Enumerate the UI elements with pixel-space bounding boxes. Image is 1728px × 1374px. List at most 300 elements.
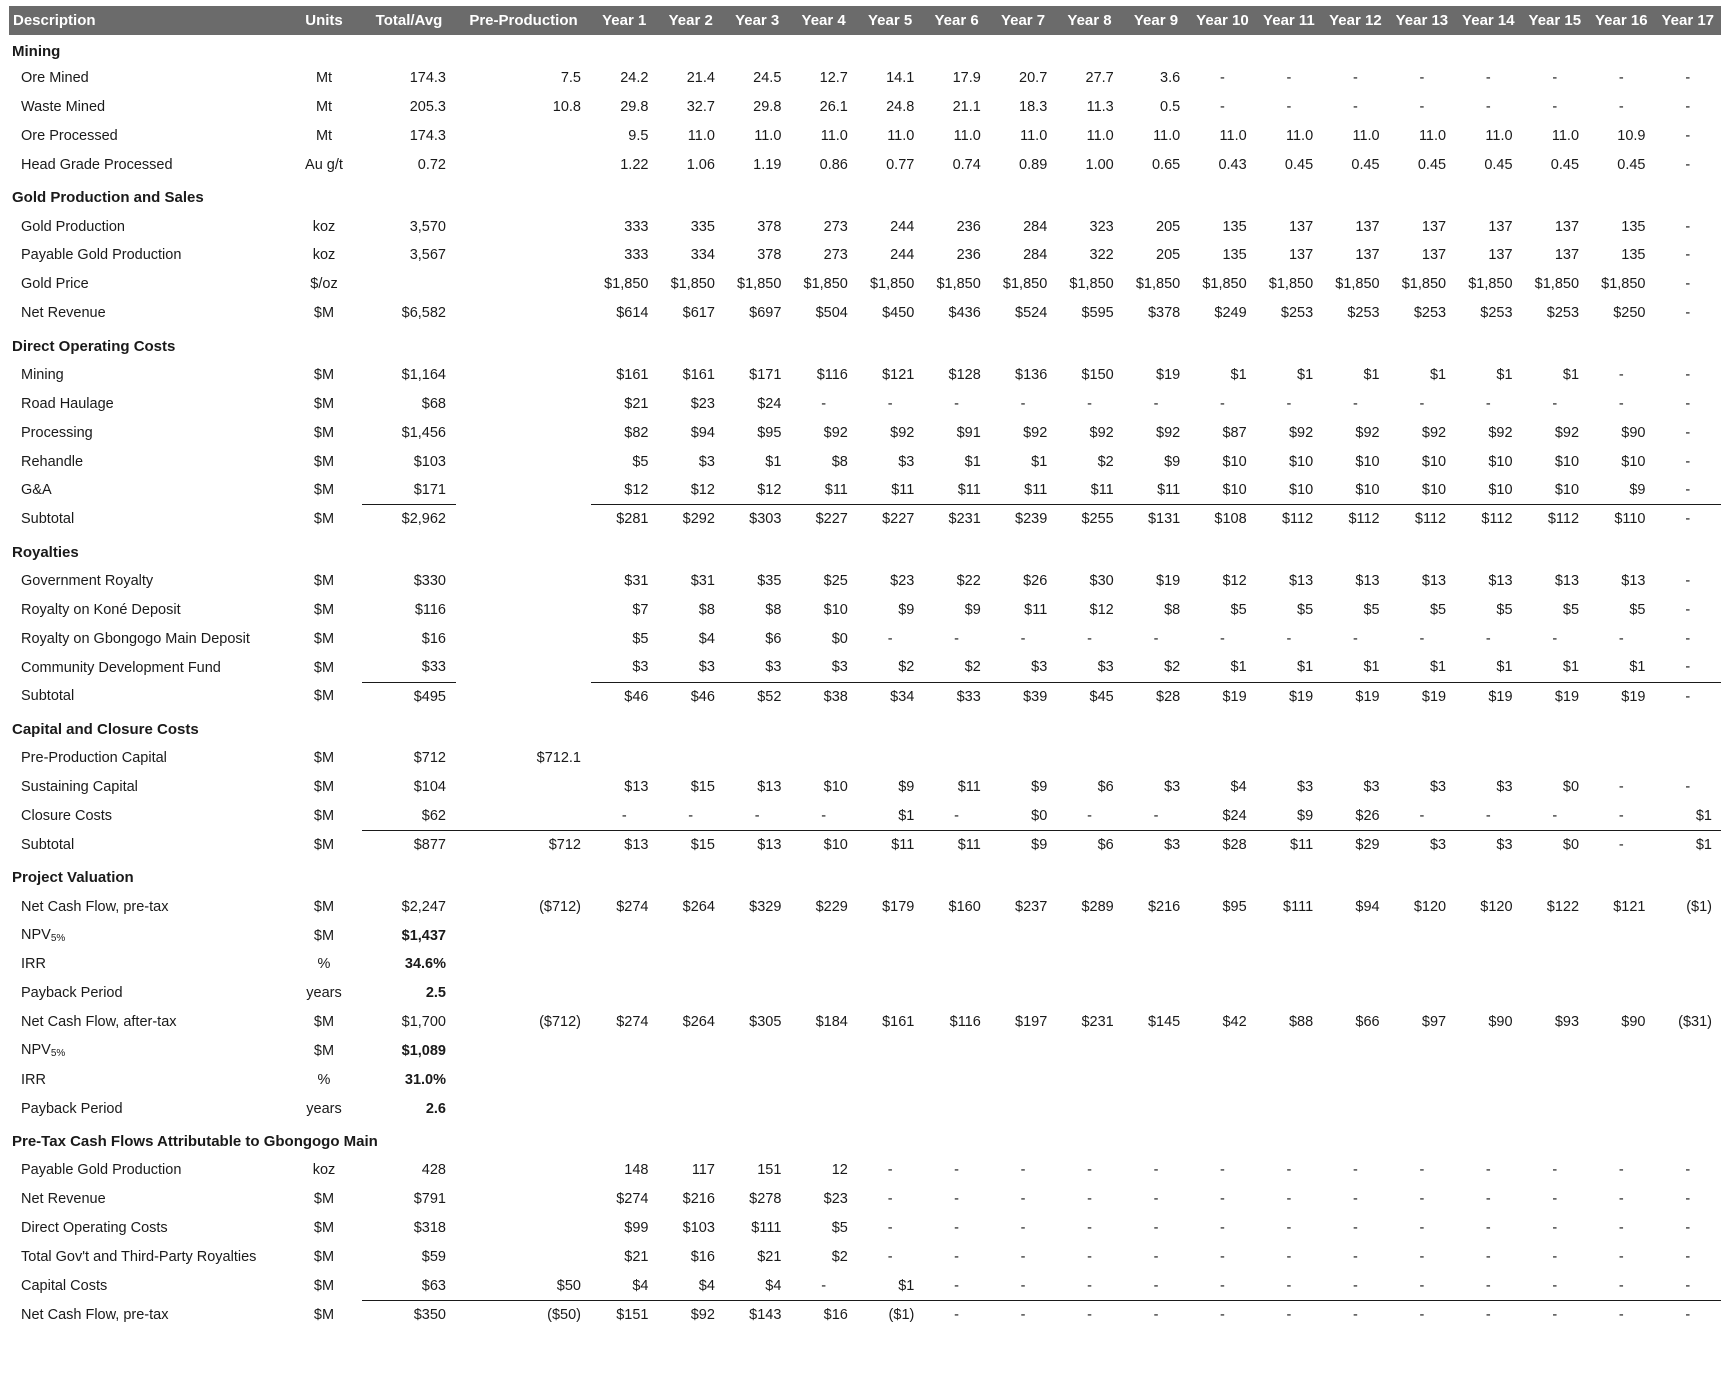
- row-year-15: [1522, 950, 1588, 979]
- row-label-text: Gold Production: [21, 218, 125, 235]
- row-year-8: -: [1087, 1248, 1092, 1265]
- row-year-16: -: [1618, 1162, 1624, 1179]
- row-total: 0.72: [417, 156, 446, 173]
- table-row: [9, 744, 1721, 773]
- row-year-9: $131: [1123, 505, 1189, 534]
- row-year-8: -: [1087, 1162, 1092, 1179]
- row-year-13: 0.45: [1417, 156, 1447, 173]
- row-year-15: -: [1552, 1220, 1558, 1237]
- row-year-4: [790, 744, 856, 773]
- row-year-2: 21.4: [686, 70, 715, 87]
- row-pre-production: [456, 1036, 591, 1065]
- header-year-10: Year 10: [1196, 12, 1249, 29]
- row-year-8: $289: [1081, 898, 1114, 915]
- row-year-14: -: [1485, 1162, 1491, 1179]
- row-year-10: [1189, 744, 1255, 773]
- row-year-3: -: [754, 807, 760, 824]
- row-year-1: $614: [616, 305, 649, 322]
- row-label-text: Head Grade Processed: [21, 156, 173, 173]
- row-year-8: $12: [1089, 601, 1114, 618]
- header-year-4: Year 4: [801, 12, 846, 29]
- row-year-17: -: [1655, 1300, 1722, 1329]
- row-year-8: 322: [1089, 247, 1114, 264]
- row-year-13: [1389, 921, 1455, 950]
- row-year-11: [1256, 921, 1322, 950]
- row-units: $M: [313, 1191, 335, 1208]
- row-year-15: 0.45: [1550, 156, 1580, 173]
- row-year-13: -: [1419, 1191, 1425, 1208]
- row-year-12: -: [1352, 1248, 1358, 1265]
- row-year-17: [1655, 1065, 1722, 1094]
- row-year-3: [724, 1036, 790, 1065]
- row-total: $62: [421, 807, 446, 824]
- row-year-1: $99: [624, 1220, 649, 1237]
- row-year-10: [1189, 950, 1255, 979]
- row-year-10: -: [1220, 395, 1225, 412]
- row-pre-production: [456, 418, 591, 447]
- row-label: [9, 830, 286, 859]
- row-label-text: NPV: [21, 1042, 51, 1059]
- row-total: $2,962: [362, 505, 456, 534]
- header-year-8: Year 8: [1067, 12, 1112, 29]
- row-pre-production: [456, 476, 591, 505]
- row-year-4: 26.1: [819, 99, 848, 116]
- row-year-6: $1,850: [936, 276, 981, 293]
- row-year-9: [1123, 1065, 1189, 1094]
- row-year-17: -: [1685, 1248, 1691, 1265]
- row-total: $1,456: [401, 424, 446, 441]
- row-year-14: -: [1485, 395, 1491, 412]
- row-year-12: -: [1352, 70, 1358, 87]
- row-year-7: $1,850: [1002, 276, 1048, 293]
- row-year-13: [1389, 1036, 1455, 1065]
- row-year-12: 137: [1355, 218, 1380, 235]
- row-units: $M: [313, 630, 335, 647]
- row-year-16: -: [1618, 70, 1624, 87]
- row-year-16: -: [1588, 830, 1654, 859]
- table-row: [9, 624, 1721, 653]
- row-year-7: $11: [1024, 601, 1048, 618]
- table-row: [9, 773, 1721, 802]
- row-year-1: $46: [591, 682, 657, 711]
- header-year-17: Year 17: [1661, 12, 1715, 29]
- row-year-3: $303: [724, 505, 790, 534]
- row-total: 2.6: [425, 1100, 446, 1117]
- row-year-2: 1.06: [686, 156, 715, 173]
- row-year-15: $1: [1562, 367, 1580, 384]
- row-year-2: -: [688, 807, 694, 824]
- row-year-10: 0.43: [1218, 156, 1247, 173]
- row-year-13: -: [1419, 395, 1425, 412]
- row-pre-production: [456, 212, 591, 241]
- row-label: [9, 1036, 286, 1065]
- row-year-12: 0.45: [1351, 156, 1380, 173]
- row-year-12: -: [1352, 630, 1358, 647]
- row-year-10: $1,850: [1202, 276, 1247, 293]
- row-year-9: $19: [1156, 573, 1181, 590]
- row-year-14: -: [1485, 99, 1491, 116]
- row-year-11: $13: [1288, 573, 1314, 590]
- row-year-11: 137: [1288, 247, 1314, 264]
- row-year-14: -: [1485, 807, 1491, 824]
- row-units: $M: [313, 1248, 335, 1265]
- row-year-5: [857, 1065, 923, 1094]
- row-year-13: 137: [1421, 247, 1447, 264]
- row-year-12: -: [1322, 1300, 1388, 1329]
- row-year-3: [724, 744, 790, 773]
- row-year-15: $0: [1522, 830, 1588, 859]
- row-pre-production: [456, 299, 591, 328]
- row-year-1: $21: [624, 1248, 649, 1265]
- row-year-14: $3: [1496, 779, 1513, 796]
- row-year-2: $8: [698, 601, 715, 618]
- row-year-17: -: [1685, 779, 1691, 796]
- row-year-7: -: [990, 1300, 1056, 1329]
- row-year-12: $66: [1355, 1014, 1380, 1031]
- row-year-16: [1588, 979, 1654, 1008]
- header-year-16: Year 16: [1594, 12, 1648, 29]
- header-year-12: Year 12: [1329, 12, 1382, 29]
- row-year-17: -: [1685, 367, 1691, 384]
- row-year-15: $92: [1554, 424, 1580, 441]
- row-year-17: [1655, 921, 1722, 950]
- row-year-9: 0.5: [1160, 99, 1181, 116]
- section-header: [9, 534, 1721, 567]
- row-total: [362, 270, 456, 299]
- row-year-3: $52: [724, 682, 790, 711]
- row-year-17: [1655, 979, 1722, 1008]
- row-year-2: $161: [682, 367, 715, 384]
- row-year-7: -: [1020, 1277, 1026, 1294]
- row-year-10: $28: [1189, 830, 1255, 859]
- row-year-9: $145: [1147, 1014, 1181, 1031]
- row-year-13: -: [1419, 1220, 1425, 1237]
- row-year-6: [923, 979, 989, 1008]
- row-year-10: $108: [1189, 505, 1255, 534]
- row-pre-production: [456, 950, 591, 979]
- table-row: [9, 596, 1721, 625]
- row-label-text: Total Gov't and Third-Party Royalties: [21, 1248, 257, 1265]
- row-year-2: 334: [690, 247, 715, 264]
- row-year-15: -: [1552, 1162, 1558, 1179]
- table-row: [9, 418, 1721, 447]
- row-year-16: [1588, 1036, 1654, 1065]
- row-units: $M: [313, 453, 335, 470]
- row-label-subscript: 5%: [50, 933, 66, 945]
- row-year-3: $1,850: [737, 276, 782, 293]
- row-year-9: $3: [1164, 779, 1181, 796]
- row-year-12: $10: [1355, 453, 1380, 470]
- row-year-12: [1322, 979, 1388, 1008]
- row-year-16: [1588, 921, 1654, 950]
- row-year-11: -: [1286, 1220, 1292, 1237]
- row-year-4: $10: [823, 601, 848, 618]
- row-year-3: $13: [724, 830, 790, 859]
- row-total: $63: [421, 1277, 446, 1294]
- row-year-4: $11: [824, 482, 848, 499]
- row-pre-production: $712.1: [536, 750, 581, 767]
- row-year-11: $112: [1256, 505, 1322, 534]
- row-year-14: $92: [1488, 424, 1513, 441]
- row-year-16: $19: [1588, 682, 1654, 711]
- row-year-2: [657, 1065, 723, 1094]
- row-year-5: -: [887, 1191, 893, 1208]
- row-year-10: -: [1220, 1220, 1225, 1237]
- row-year-6: 21.1: [952, 99, 981, 116]
- row-year-5: 0.77: [886, 156, 915, 173]
- row-year-3: [724, 1094, 790, 1123]
- row-label: [9, 361, 286, 390]
- table-row: [9, 921, 1721, 950]
- row-units: years: [306, 1100, 342, 1117]
- row-year-15: $13: [1554, 573, 1580, 590]
- section-title: Mining: [12, 42, 61, 60]
- row-total: $350: [362, 1300, 456, 1329]
- row-year-13: -: [1419, 1277, 1425, 1294]
- row-units: %: [317, 956, 331, 973]
- row-label: [9, 1243, 286, 1272]
- row-year-17: -: [1655, 682, 1722, 711]
- row-units: Au g/t: [305, 156, 343, 173]
- row-year-11: [1256, 744, 1322, 773]
- row-year-1: 9.5: [628, 127, 649, 144]
- row-year-1: 29.8: [620, 99, 649, 116]
- table-row: [9, 241, 1721, 270]
- row-year-2: $264: [682, 898, 715, 915]
- row-year-2: $216: [682, 1191, 715, 1208]
- row-year-5: [857, 744, 923, 773]
- row-year-8: $92: [1089, 424, 1114, 441]
- row-year-5: [857, 921, 923, 950]
- row-year-17: -: [1685, 482, 1691, 499]
- row-year-15: $122: [1546, 898, 1580, 915]
- table-row: [9, 93, 1721, 122]
- row-units: $M: [313, 779, 335, 796]
- row-year-10: -: [1220, 1248, 1225, 1265]
- row-year-10: [1189, 1036, 1255, 1065]
- section-title: Project Valuation: [12, 869, 134, 887]
- row-year-11: -: [1286, 630, 1292, 647]
- row-year-2: $292: [657, 505, 723, 534]
- row-year-9: -: [1153, 395, 1159, 412]
- row-year-9: -: [1123, 1300, 1189, 1329]
- row-label-text: NPV: [21, 927, 51, 944]
- row-year-3: $4: [765, 1277, 782, 1294]
- row-year-14: $10: [1488, 482, 1513, 499]
- row-year-5: -: [887, 630, 893, 647]
- row-year-5: $450: [882, 305, 915, 322]
- row-year-16: 0.45: [1617, 156, 1646, 173]
- row-year-11: $1: [1297, 659, 1314, 676]
- table-row: [9, 802, 1721, 831]
- row-year-1: 24.2: [620, 70, 649, 87]
- row-year-8: $30: [1089, 573, 1114, 590]
- row-year-7: [990, 1036, 1056, 1065]
- row-year-12: [1322, 921, 1388, 950]
- row-units: $M: [313, 395, 335, 412]
- row-year-5: -: [887, 1220, 893, 1237]
- row-year-14: -: [1485, 1277, 1491, 1294]
- row-year-7: $524: [1015, 305, 1048, 322]
- row-year-2: $617: [682, 305, 715, 322]
- row-label: [9, 299, 286, 328]
- row-year-8: -: [1087, 630, 1092, 647]
- row-year-14: $1: [1496, 659, 1513, 676]
- row-year-15: -: [1552, 395, 1558, 412]
- row-label-text: Royalty on Koné Deposit: [21, 601, 181, 618]
- row-label: [9, 418, 286, 447]
- row-pre-production: $50: [556, 1277, 581, 1294]
- row-year-11: -: [1256, 1300, 1322, 1329]
- row-year-4: [790, 950, 856, 979]
- table-row: [9, 892, 1721, 921]
- row-year-15: [1522, 921, 1588, 950]
- row-year-3: 1.19: [753, 156, 782, 173]
- row-year-17: -: [1685, 156, 1691, 173]
- row-year-11: -: [1286, 1191, 1292, 1208]
- row-year-4: $3: [831, 659, 848, 676]
- row-year-7: [990, 921, 1056, 950]
- row-year-1: -: [621, 807, 627, 824]
- row-label: [9, 150, 286, 179]
- row-year-8: 1.00: [1085, 156, 1114, 173]
- table-row: [9, 212, 1721, 241]
- row-year-4: 273: [823, 218, 848, 235]
- row-label-text: Gold Price: [21, 276, 89, 293]
- row-year-13: -: [1419, 807, 1425, 824]
- row-year-15: $93: [1554, 1014, 1580, 1031]
- row-year-8: [1056, 744, 1122, 773]
- row-year-16: -: [1618, 807, 1624, 824]
- row-year-8: [1056, 979, 1122, 1008]
- row-units: $M: [313, 750, 335, 767]
- row-year-11: $9: [1297, 807, 1314, 824]
- row-year-5: [857, 979, 923, 1008]
- row-label: [9, 1214, 286, 1243]
- row-label-text: Closure Costs: [21, 807, 113, 824]
- row-year-13: $3: [1429, 779, 1447, 796]
- row-pre-production: [456, 773, 591, 802]
- row-total: 428: [421, 1162, 446, 1179]
- section-title: Gold Production and Sales: [12, 189, 204, 207]
- row-units: $M: [313, 1042, 335, 1059]
- row-year-4: $10: [790, 830, 856, 859]
- row-year-9: $28: [1123, 682, 1189, 711]
- row-year-11: 137: [1288, 218, 1314, 235]
- row-year-8: $2: [1097, 453, 1114, 470]
- row-year-11: [1256, 1036, 1322, 1065]
- row-year-15: -: [1552, 1191, 1558, 1208]
- row-year-8: -: [1087, 807, 1092, 824]
- row-year-12: [1322, 744, 1388, 773]
- row-label: [9, 1156, 286, 1185]
- row-year-11: 0.45: [1284, 156, 1314, 173]
- row-total: $495: [362, 682, 456, 711]
- row-year-13: [1389, 1065, 1455, 1094]
- row-year-16: -: [1618, 630, 1624, 647]
- row-year-4: [790, 921, 856, 950]
- section-header: [9, 711, 1721, 744]
- row-year-5: [857, 950, 923, 979]
- row-year-7: $39: [990, 682, 1056, 711]
- row-total: $1,437: [401, 927, 446, 944]
- row-year-3: $1: [765, 453, 782, 470]
- header-year-7: Year 7: [1000, 12, 1046, 29]
- row-year-5: $11: [857, 830, 923, 859]
- row-year-4: 12: [831, 1162, 848, 1179]
- row-label-text: Government Royalty: [21, 573, 154, 590]
- row-year-1: $82: [624, 424, 649, 441]
- row-year-8: $6: [1097, 779, 1114, 796]
- row-units: $M: [313, 573, 335, 590]
- row-year-8: $11: [1090, 482, 1114, 499]
- table-row: [9, 1243, 1721, 1272]
- row-year-15: $10: [1554, 453, 1580, 470]
- row-year-8: $3: [1097, 659, 1114, 676]
- row-year-5: -: [887, 1248, 893, 1265]
- row-year-12: -: [1352, 1220, 1358, 1237]
- row-total: 205.3: [409, 99, 446, 116]
- row-year-1: [591, 1094, 657, 1123]
- row-pre-production: [456, 1243, 591, 1272]
- table-row: [9, 567, 1721, 596]
- row-label-text: Ore Processed: [21, 127, 118, 144]
- row-year-14: [1455, 1094, 1521, 1123]
- row-total: 31.0%: [404, 1071, 446, 1088]
- section-title: Royalties: [12, 543, 79, 561]
- row-label: [9, 476, 286, 505]
- row-year-15: $1: [1562, 659, 1580, 676]
- row-year-5: $23: [890, 573, 915, 590]
- row-year-17: -: [1685, 305, 1691, 322]
- table-row: [9, 447, 1721, 476]
- table-row: [9, 950, 1721, 979]
- row-year-4: $1,850: [803, 276, 848, 293]
- row-label: [9, 389, 286, 418]
- row-year-12: $112: [1322, 505, 1388, 534]
- row-year-15: $5: [1562, 601, 1580, 618]
- row-label-text: G&A: [21, 482, 52, 499]
- row-year-1: 148: [624, 1162, 649, 1179]
- row-label-text: Ore Mined: [21, 70, 89, 87]
- row-year-17: $1: [1695, 807, 1712, 824]
- row-units: $/oz: [310, 276, 338, 293]
- row-year-16: -: [1618, 367, 1624, 384]
- row-pre-production: [456, 1156, 591, 1185]
- row-year-16: -: [1588, 1300, 1654, 1329]
- row-pre-production: [456, 802, 591, 831]
- row-year-9: $9: [1164, 453, 1181, 470]
- row-units: $M: [313, 898, 335, 915]
- row-year-8: -: [1087, 1191, 1092, 1208]
- row-year-13: -: [1389, 1300, 1455, 1329]
- header-year-1: Year 1: [602, 12, 647, 29]
- row-year-8: [1056, 921, 1122, 950]
- row-year-7: 284: [1023, 218, 1048, 235]
- row-year-17: -: [1685, 1220, 1691, 1237]
- row-year-17: [1655, 1036, 1722, 1065]
- row-year-16: 135: [1621, 247, 1646, 264]
- row-label: [9, 979, 286, 1008]
- row-year-2: [657, 744, 723, 773]
- row-year-4: $8: [831, 453, 848, 470]
- header-year-5: Year 5: [868, 12, 913, 29]
- row-year-4: [790, 979, 856, 1008]
- row-year-15: -: [1552, 1277, 1558, 1294]
- row-label: [9, 624, 286, 653]
- row-pre-production: [456, 505, 591, 534]
- row-label: [9, 1271, 286, 1300]
